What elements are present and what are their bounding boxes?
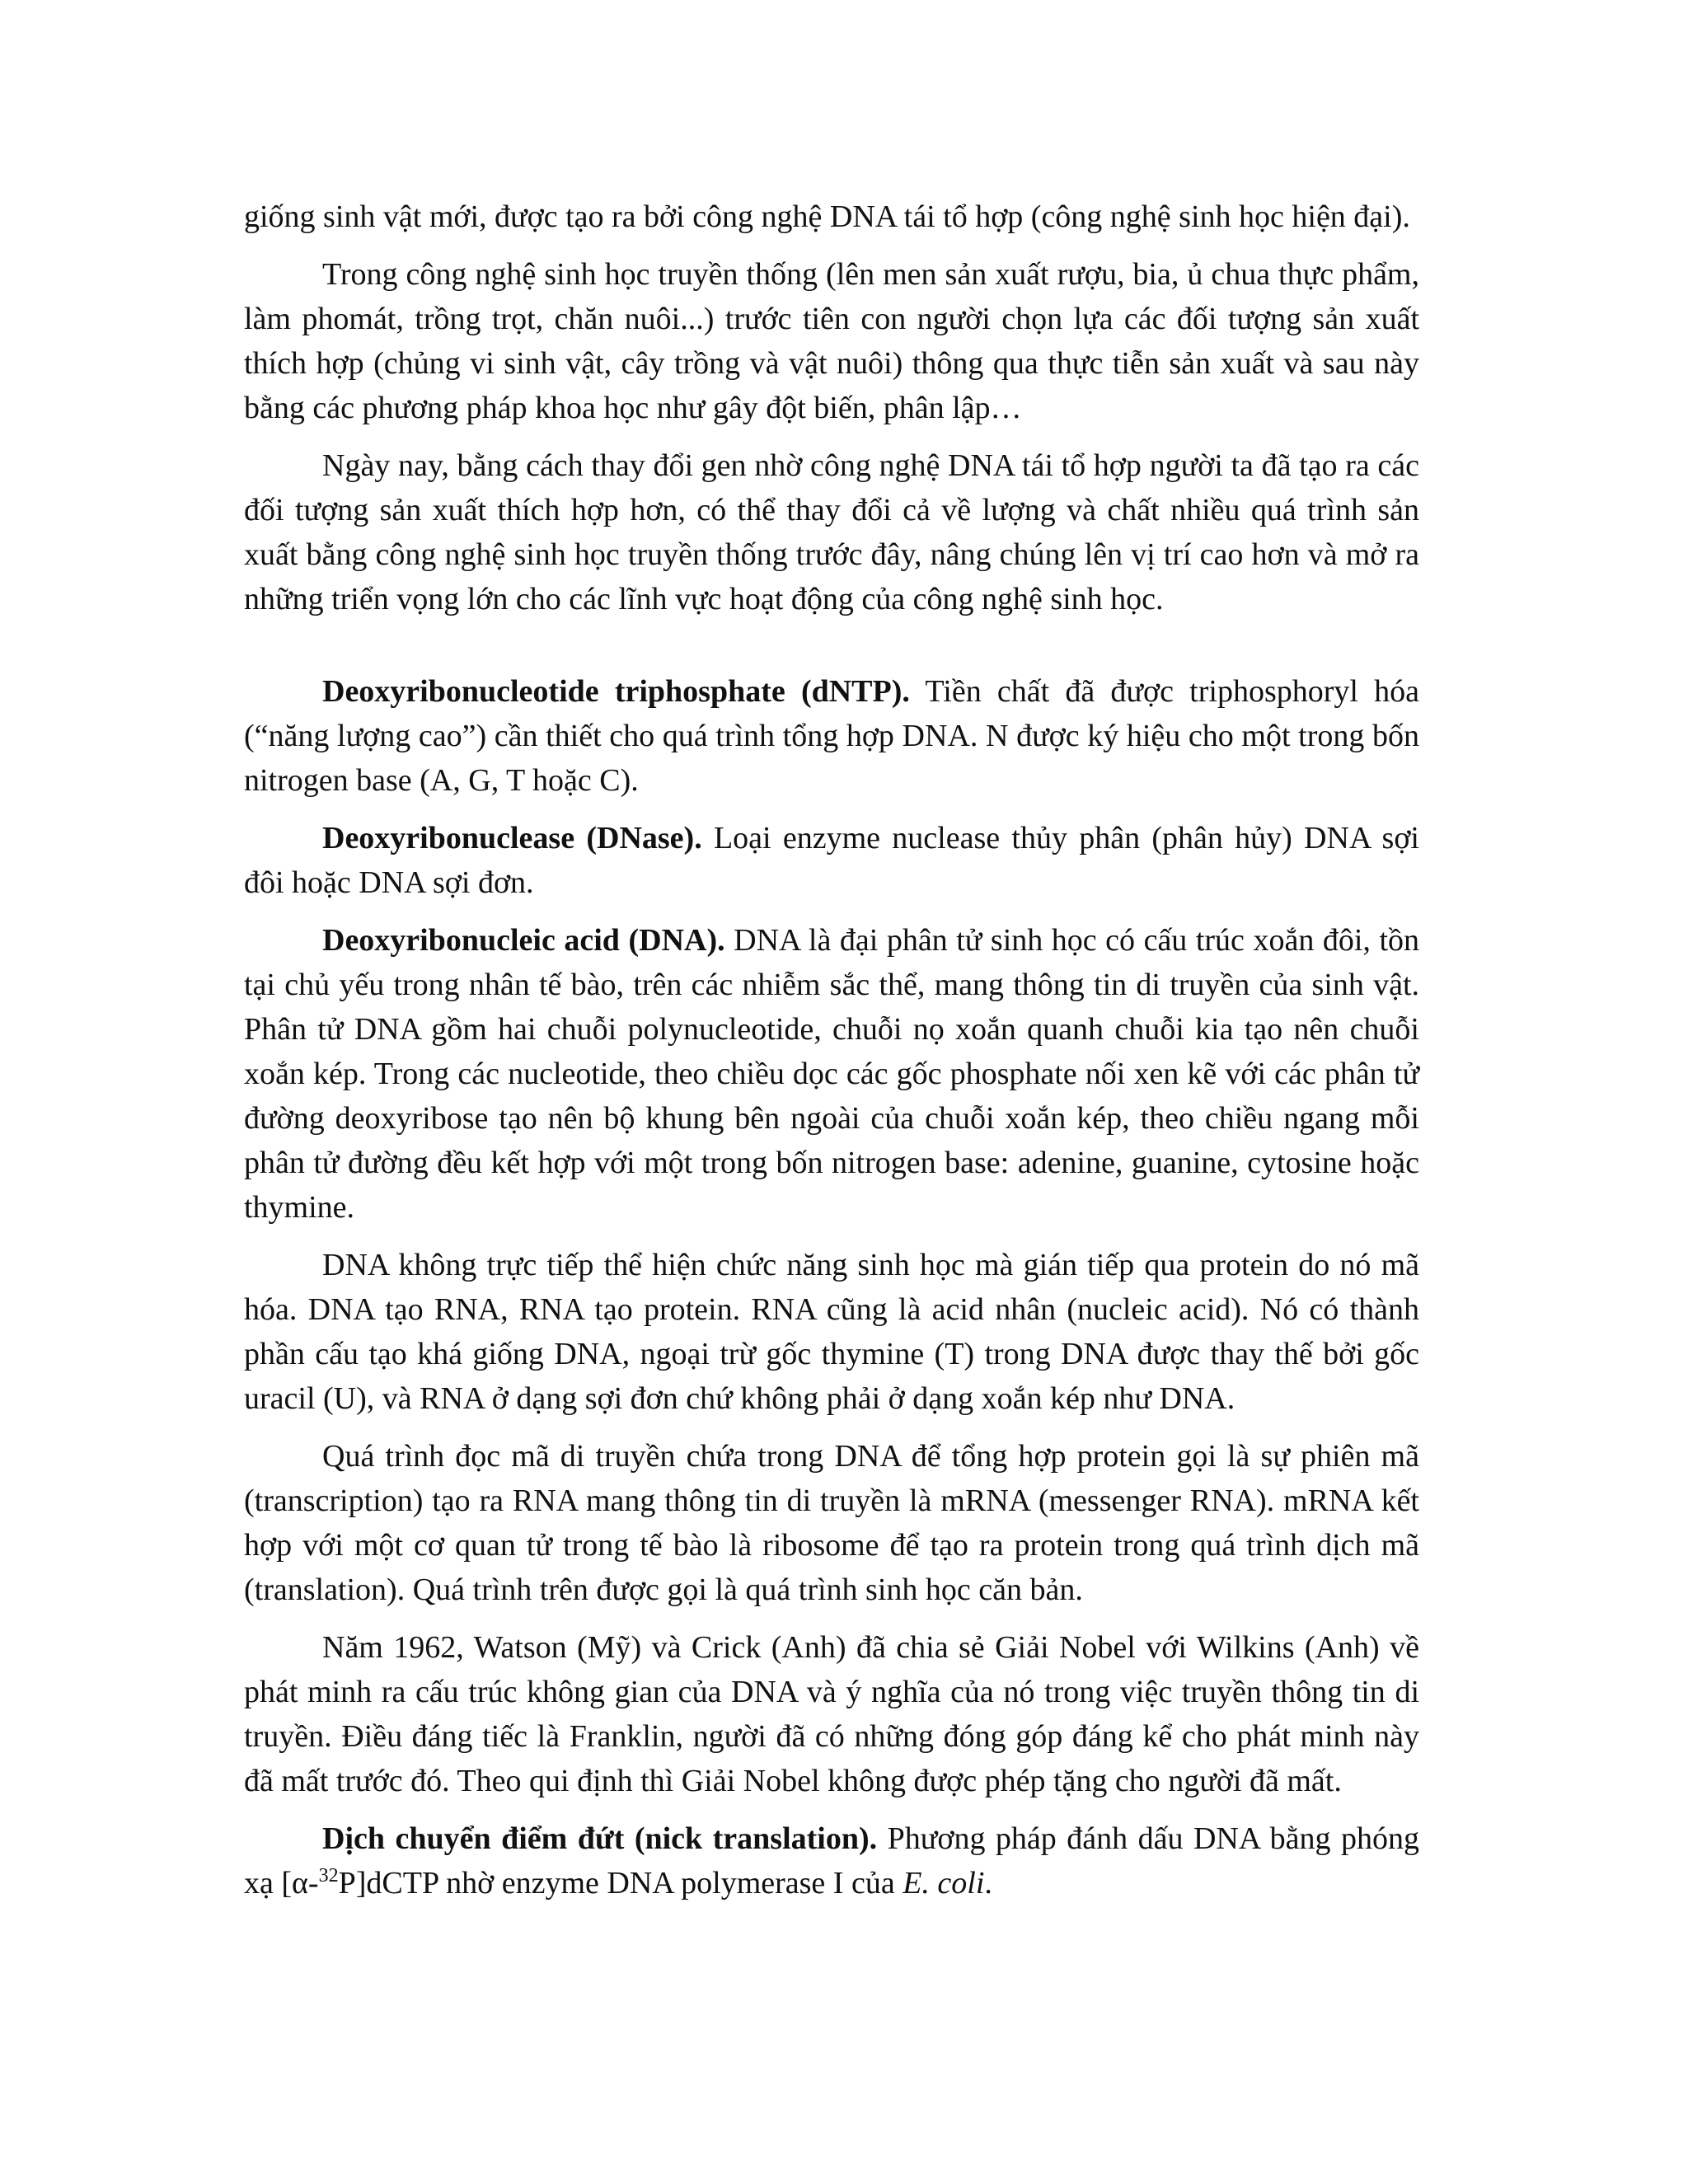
paragraph-dna-function: DNA không trực tiếp thể hiện chức năng sinh học mà gián tiếp qua protein do nó mã hóa. DNA tạo RNA, RNA tạo protein. RNA cũng là acid nhân (nucleic acid). Nó có thành phần cấu tạo khá giống DNA, ngoại trừ gốc thymine (T) trong DNA được thay thế bởi gốc uracil (U), và RNA ở dạng sợi đơn chứ không phải ở dạng xoắn kép như DNA.: [244, 1248, 1419, 1416]
entry-dnase: [244, 816, 1419, 905]
paragraph-continuation: giống sinh vật mới, được tạo ra bởi công nghệ DNA tái tổ hợp (công nghệ sinh học hiện đại).: [244, 199, 1410, 234]
document-page: [244, 194, 1419, 1905]
paragraph-transcription: Quá trình đọc mã di truyền chứa trong DNA để tổng hợp protein gọi là sự phiên mã (transcription) tạo ra RNA mang thông tin di truyền là mRNA (messenger RNA). mRNA kết hợp với một cơ quan tử trong tế bào là ribosome để tạo ra protein trong quá trình dịch mã (translation). Quá trình trên được gọi là quá trình sinh học căn bản.: [244, 1439, 1419, 1607]
term-nick-translation: Dịch chuyển điểm đứt (nick translation).: [322, 1821, 878, 1856]
term-dntp: Deoxyribonucleotide triphosphate (dNTP).: [322, 674, 910, 709]
entry-nick-translation: [244, 1816, 1419, 1905]
definition-dntp: Tiền chất đã được triphosphoryl hóa (“năng lượng cao”) cần thiết cho quá trình tổng hợp DNA. N được ký hiệu cho một trong bốn nitrogen base (A, G, T hoặc C).: [244, 674, 1420, 798]
definition-nick-translation-c: .: [984, 1866, 992, 1900]
definition-dnase: Loại enzyme nuclease thủy phân (phân hủy) DNA sợi đôi hoặc DNA sợi đơn.: [244, 821, 1419, 900]
entry-dna: [244, 918, 1419, 1230]
paragraph-modern-biotech: Ngày nay, bằng cách thay đổi gen nhờ công nghệ DNA tái tổ hợp người ta đã tạo ra các đối tượng sản xuất thích hợp hơn, có thể thay đổi cả về lượng và chất nhiều quá trình sản xuất bằng công nghệ sinh học truyền thống trước đây, nâng chúng lên vị trí cao hơn và mở ra những triển vọng lớn cho các lĩnh vực hoạt động của công nghệ sinh học.: [244, 448, 1419, 616]
definition-dna: DNA là đại phân tử sinh học có cấu trúc xoắn đôi, tồn tại chủ yếu trong nhân tế bào, trên các nhiễm sắc thể, mang thông tin di truyền của sinh vật. Phân tử DNA gồm hai chuỗi polynucleotide, chuỗi nọ xoắn quanh chuỗi kia tạo nên chuỗi xoắn kép. Trong các nucleotide, theo chiều dọc các gốc phosphate nối xen kẽ với các phân tử đường deoxyribose tạo nên bộ khung bên ngoài của chuỗi xoắn kép, theo chiều ngang mỗi phân tử đường đều kết hợp với một trong bốn nitrogen base: adenine, guanine, cytosine hoặc thymine.: [244, 923, 1419, 1225]
paragraph-traditional-biotech: Trong công nghệ sinh học truyền thống (lên men sản xuất rượu, bia, ủ chua thực phẩm, làm phomát, trồng trọt, chăn nuôi...) trước tiên con người chọn lựa các đối tượng sản xuất thích hợp (chủng vi sinh vật, cây trồng và vật nuôi) thông qua thực tiễn sản xuất và sau này bằng các phương pháp khoa học như gây đột biến, phân lập…: [244, 257, 1419, 425]
definition-nick-translation-a: Phương pháp đánh dấu DNA bằng phóng xạ [α-: [244, 1821, 1419, 1900]
species-name-ecoli: E. coli: [903, 1866, 985, 1900]
definition-nick-translation-b: P]dCTP nhờ enzyme DNA polymerase I của: [338, 1866, 903, 1900]
superscript-32: 32: [318, 1865, 339, 1886]
term-dnase: Deoxyribonuclease (DNase).: [322, 821, 702, 855]
paragraph-nobel: Năm 1962, Watson (Mỹ) và Crick (Anh) đã chia sẻ Giải Nobel với Wilkins (Anh) về phát minh ra cấu trúc không gian của DNA và ý nghĩa của nó trong việc truyền thông tin di truyền. Điều đáng tiếc là Franklin, người đã có những đóng góp đáng kể cho phát minh này đã mất trước đó. Theo qui định thì Giải Nobel không được phép tặng cho người đã mất.: [244, 1630, 1419, 1798]
entry-dntp: [244, 669, 1419, 803]
term-dna: Deoxyribonucleic acid (DNA).: [322, 923, 725, 958]
